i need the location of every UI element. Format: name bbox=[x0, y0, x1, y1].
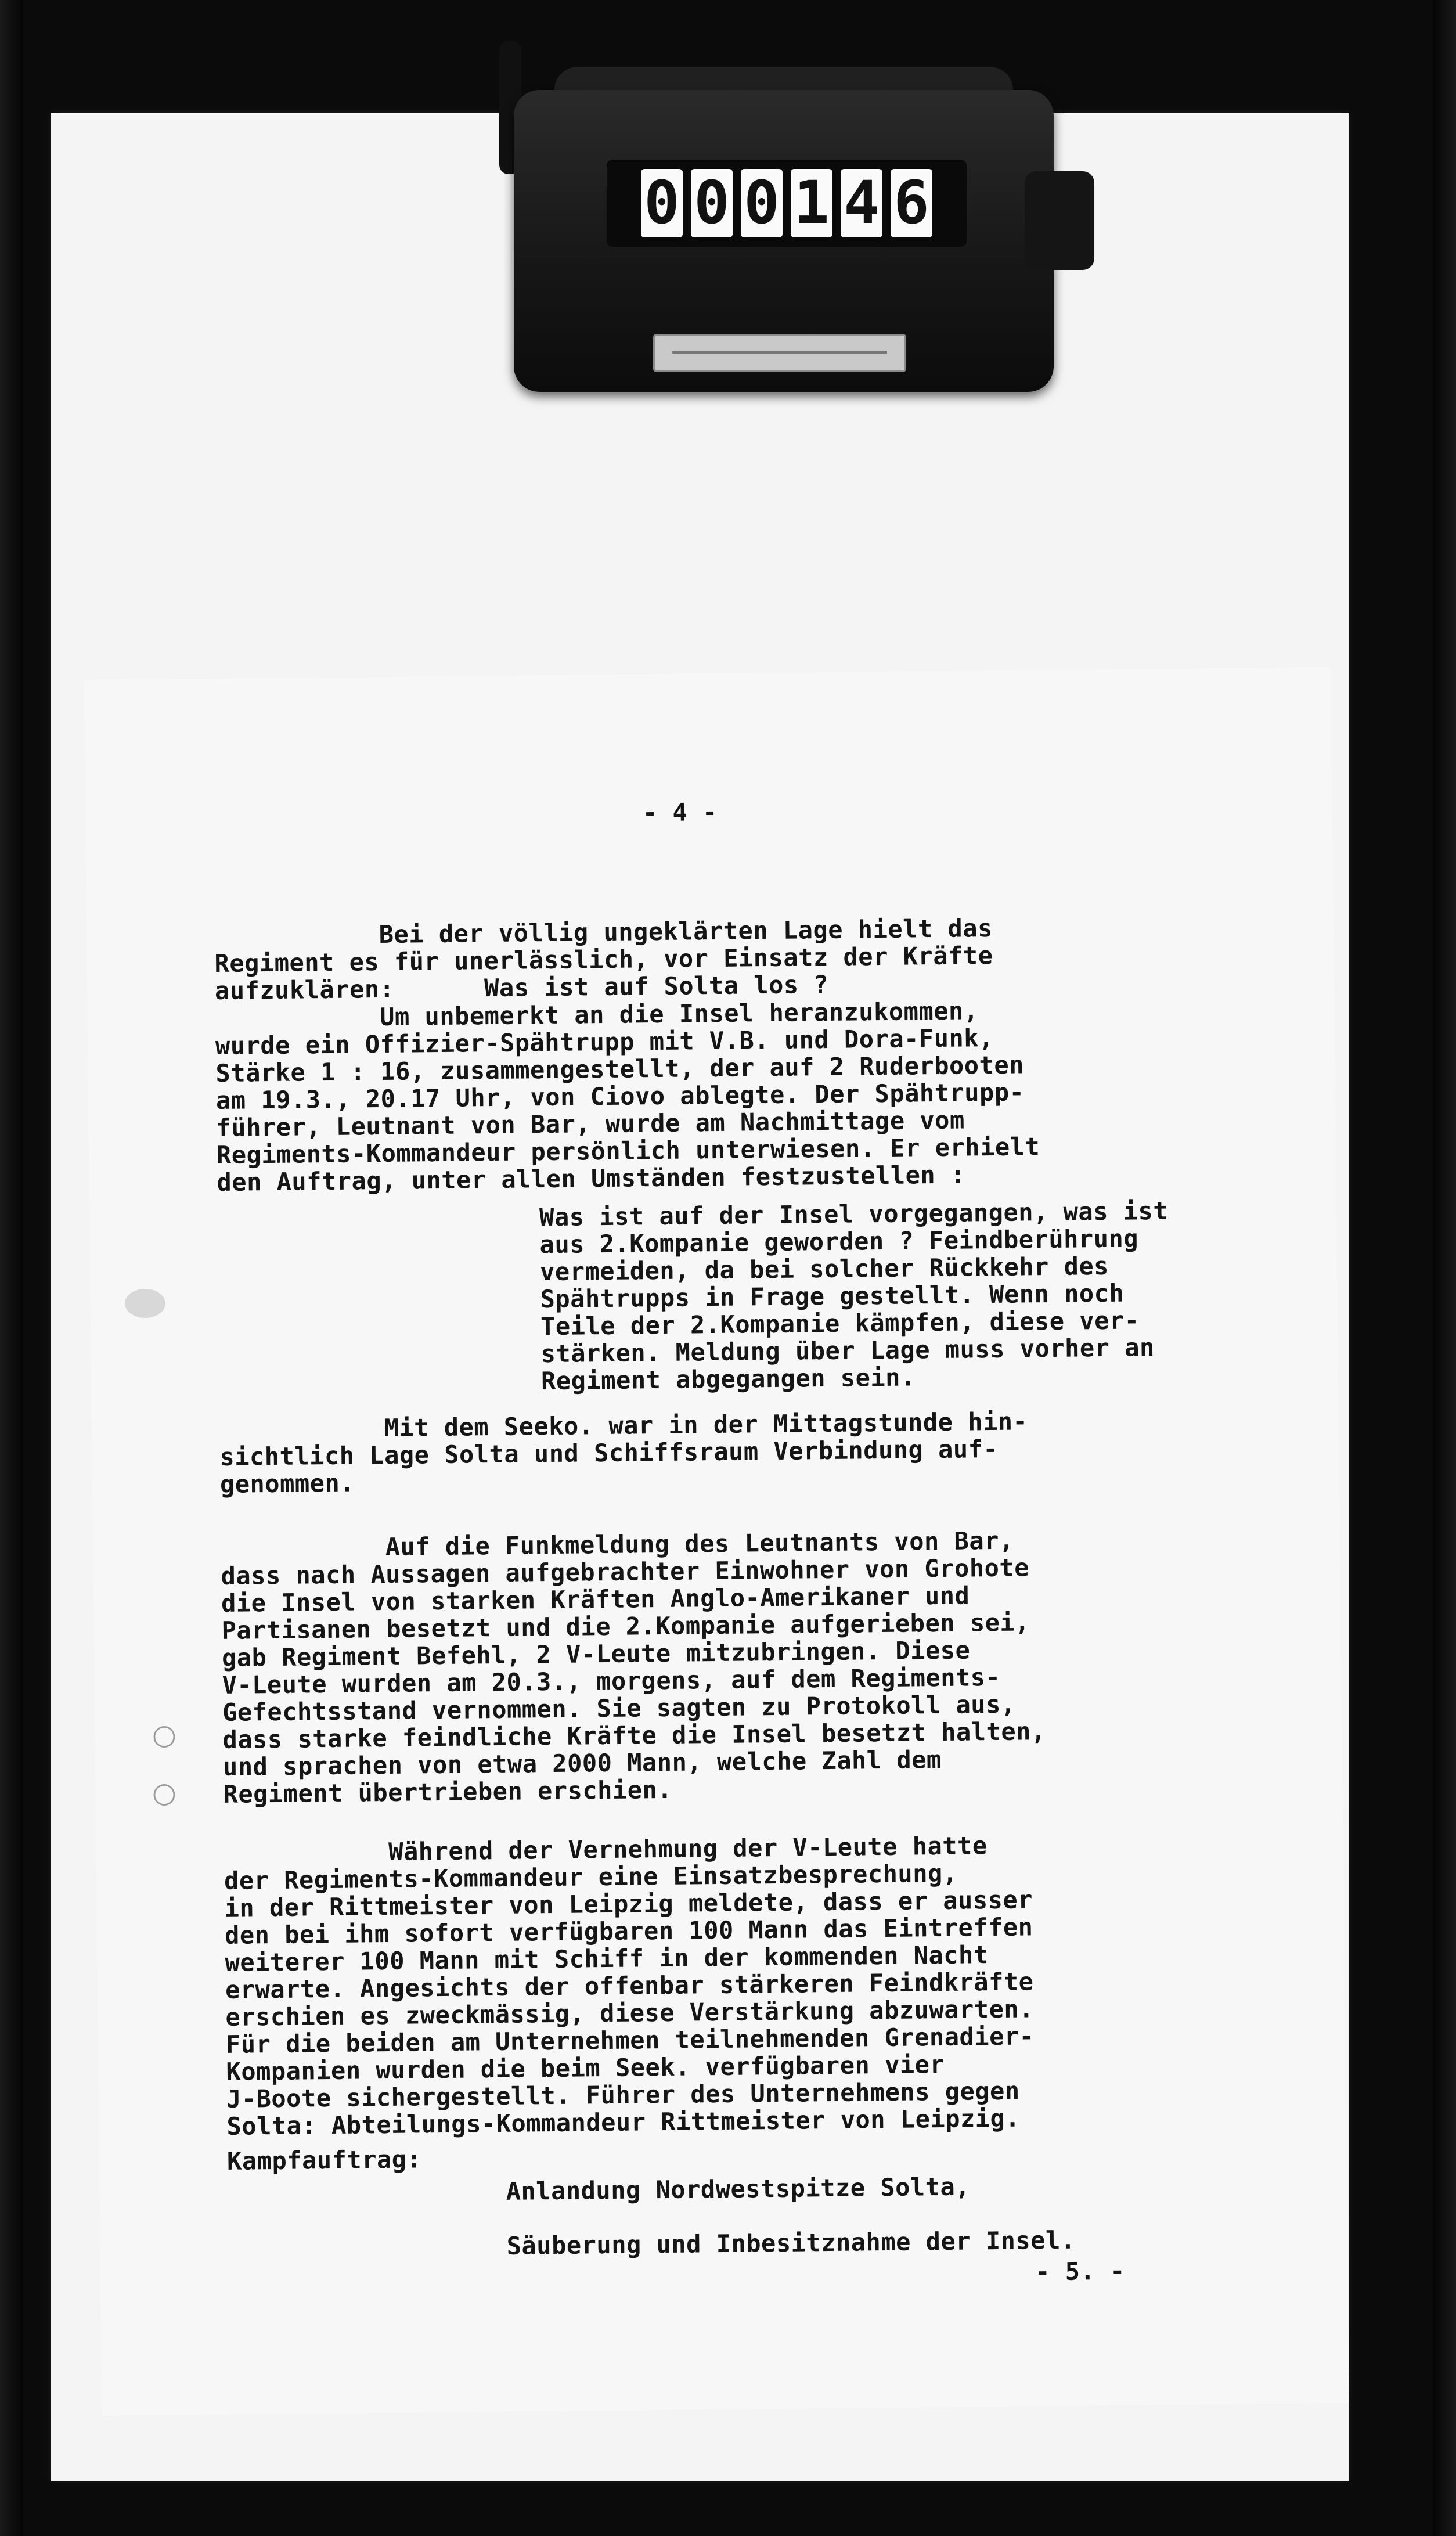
counter-digit: 1 bbox=[791, 169, 832, 237]
counter-digit: 0 bbox=[641, 169, 683, 237]
next-page-marker: - 5. - bbox=[1035, 2256, 1126, 2286]
counter-digit: 4 bbox=[841, 169, 882, 237]
margin-mark: ○ bbox=[152, 1777, 176, 1809]
frame-counter bbox=[514, 67, 1054, 392]
margin-mark: ○ bbox=[152, 1719, 176, 1751]
combat-order-text: Anlandung Nordwestspitze Solta, Säuberung und Inbesitznahme der Insel. bbox=[506, 2172, 1076, 2260]
counter-digit: 0 bbox=[691, 169, 733, 237]
paragraph-situation: Bei der völlig ungeklärten Lage hielt das Regiment es für unerlässlich, vor Einsatz der Kräfte aufzuklären: Was ist auf Solta los ? bbox=[214, 913, 993, 1005]
paragraph-patrol: Um unbemerkt an die Insel heranzukommen, wurde ein Offizier-Spähtrupp mit V.B. und Dora-Funk, Stärke 1 : 16, zusammengestellt, der auf 2 Ruderbooten am 19.3., 20.17 Uhr, von Ciovo ablegte. Der Spähtrupp- führer, Leutnant von Bar, wurde am Nachmittage vom Regiments-Kommandeur persönlich unterwiesen. Er erhielt den Auftrag, unter allen Umständen festzustellen : bbox=[215, 996, 1040, 1197]
counter-window bbox=[607, 160, 967, 247]
counter-digit: 0 bbox=[741, 169, 783, 237]
film-edge-right bbox=[1433, 0, 1456, 2536]
combat-order-heading: Kampfauftrag: bbox=[226, 2145, 422, 2175]
paragraph-interrogation: Während der Vernehmung der V-Leute hatte der Regiments-Kommandeur eine Einsatzbesprechung, in der Rittmeister von Leipzig meldete, dass er ausser den bei ihm sofort verfügbaren 100 Mann das Eintreffen weiterer 100 Mann mit Schiff in der kommenden Nacht erwarte. Angesichts der offenbar stärkeren Feindkräfte erschien es zweckmässig, diese Verstärkung abzuwarten. Für die beiden am Unternehmen teilnehmenden Grenadier- Kompanien wurden die beim Seek. verfügbaren vier J-Boote sichergestellt. Führer des Unternehmens gegen Solta: Abteilungs-Kommandeur Rittmeister von Leipzig. bbox=[224, 1831, 1035, 2141]
nameplate-engraving bbox=[672, 351, 887, 354]
paragraph-orders: Was ist auf der Insel vorgegangen, was ist aus 2.Kompanie geworden ? Feindberührung vermeiden, da bei solcher Rückkehr des Spähtrupps in Frage gestellt. Wenn noch Teile der 2.Kompanie kämpfen, diese ver- stärken. Meldung über Lage muss vorher an Regiment abgegangen sein. bbox=[539, 1196, 1169, 1396]
page-number: - 4 - bbox=[642, 797, 718, 827]
paragraph-seeko: Mit dem Seeko. war in der Mittagstunde hin- sichtlich Lage Solta und Schiffsraum Verbindung auf- genommen. bbox=[219, 1407, 1028, 1498]
counter-knob bbox=[1025, 171, 1094, 270]
paper-blot bbox=[125, 1289, 165, 1318]
counter-digit: 6 bbox=[891, 169, 932, 237]
paragraph-radio-report: Auf die Funkmeldung des Leutnants von Bar, dass nach Aussagen aufgebrachter Einwohner von Grohote die Insel von starken Kräften Anglo-Amerikaner und Partisanen besetzt und die 2.Kompanie aufgerieben sei, gab Regiment Befehl, 2 V-Leute mitzubringen. Diese V-Leute wurden am 20.3., morgens, auf dem Regiments- Gefechtsstand vernommen. Sie sagten zu Protokoll aus, dass starke feindliche Kräfte die Insel besetzt halten, und sprachen von etwa 2000 Mann, welche Zahl dem Regiment übertrieben erschien. bbox=[220, 1526, 1046, 1809]
counter-nameplate bbox=[653, 334, 906, 372]
typed-page bbox=[84, 667, 1349, 2416]
film-edge-left bbox=[0, 0, 23, 2536]
